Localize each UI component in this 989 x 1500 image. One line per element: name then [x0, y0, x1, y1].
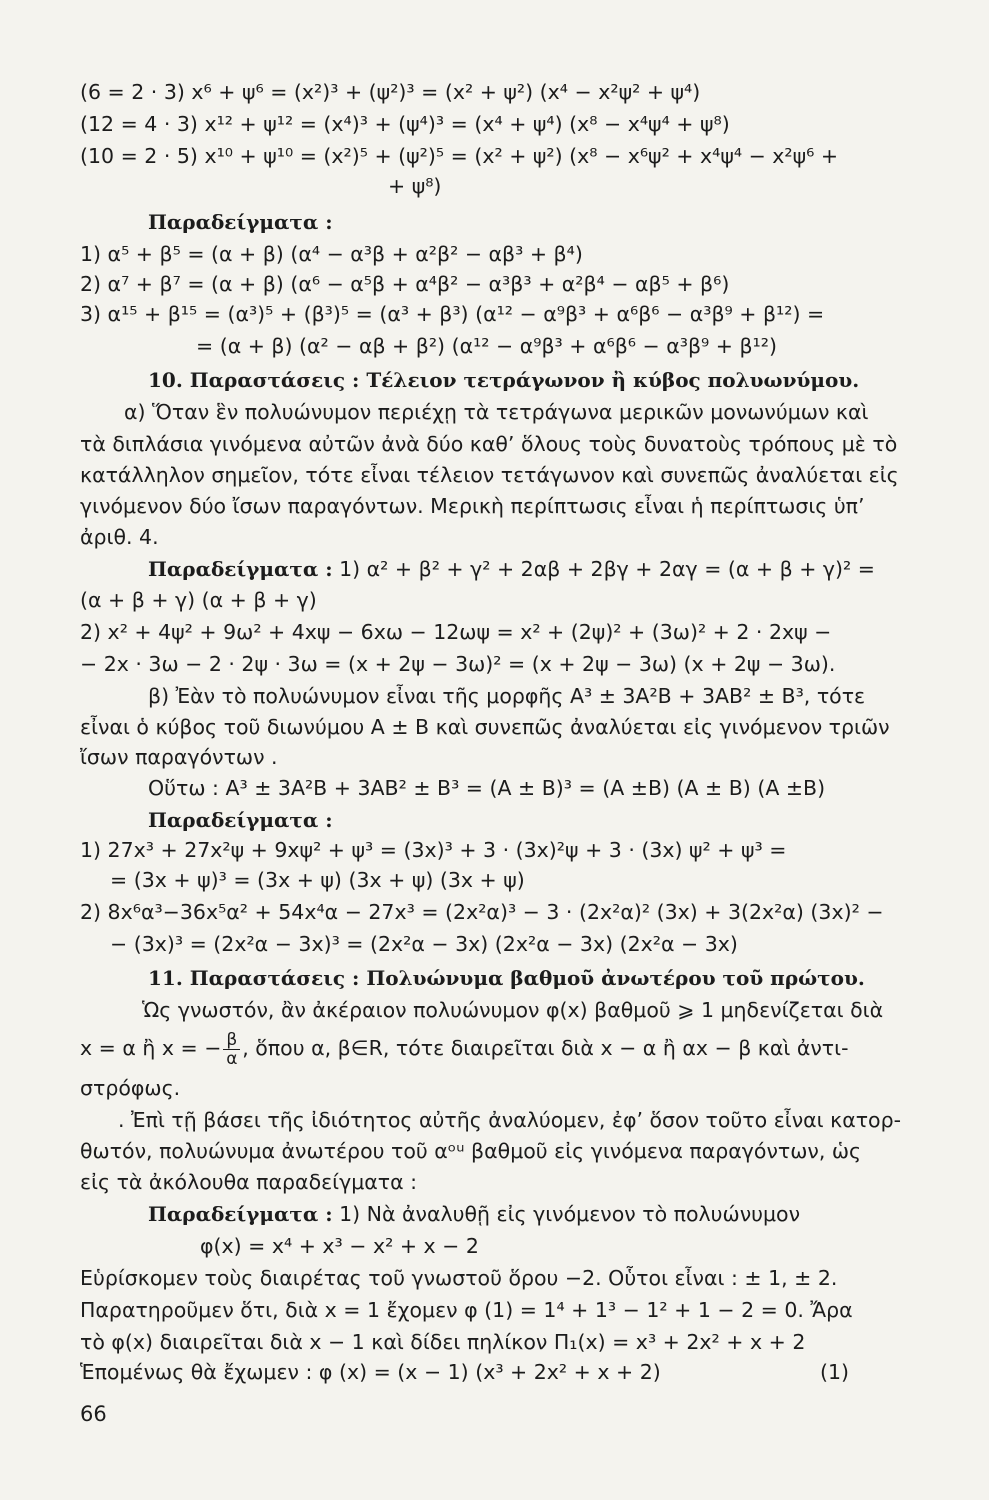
- paragraph-line: τὸ φ(x) διαιρεῖται διὰ x − 1 καὶ δίδει πηλίκον Π₁(x) = x³ + 2x² + x + 2: [80, 1330, 806, 1354]
- paragraph-line: β) Ἐὰν τὸ πολυώνυμον εἶναι τῆς μορφῆς A³ ± 3A²B + 3AB² ± B³, τότε: [148, 684, 866, 708]
- section-heading: 11. Παραστάσεις : Πολυώνυμα βαθμοῦ ἀνωτέρου τοῦ πρώτου.: [148, 966, 865, 990]
- example-line: − (3x)³ = (2x²α − 3x)³ = (2x²α − 3x) (2x²α − 3x) (2x²α − 3x): [110, 932, 738, 956]
- example-line: 1) α² + β² + γ² + 2αβ + 2βγ + 2αγ = (α + β + γ)² =: [339, 557, 875, 581]
- identity-line: (10 = 2 · 5) x¹⁰ + ψ¹⁰ = (x²)⁵ + (ψ²)⁵ = (x² + ψ²) (x⁸ − x⁶ψ² + x⁴ψ⁴ − x²ψ⁶ +: [80, 144, 839, 168]
- examples-heading: Παραδείγματα :: [148, 210, 333, 234]
- example-line: 2) x² + 4ψ² + 9ω² + 4xψ − 6xω − 12ωψ = x² + (2ψ)² + (3ω)² + 2 · 2xψ −: [80, 620, 832, 644]
- example-line: (α + β + γ) (α + β + γ): [80, 588, 317, 612]
- paragraph-line: Οὕτω : A³ ± 3A²B + 3AB² ± B³ = (A ± B)³ = (A ±B) (A ± B) (A ±B): [148, 776, 826, 800]
- text-fragment: , ὅπου α, β∈R, τότε διαιρεῖται διὰ x − α ἢ αx − β καὶ ἀντι-: [242, 1036, 849, 1060]
- identity-line: (12 = 4 · 3) x¹² + ψ¹² = (x⁴)³ + (ψ⁴)³ = (x⁴ + ψ⁴) (x⁸ − x⁴ψ⁴ + ψ⁸): [80, 112, 730, 136]
- identity-line: (6 = 2 · 3) x⁶ + ψ⁶ = (x²)³ + (ψ²)³ = (x² + ψ²) (x⁴ − x²ψ² + ψ⁴): [80, 80, 701, 104]
- paragraph-line: ἴσων παραγόντων .: [80, 745, 278, 769]
- paragraph-line: τὰ διπλάσια γινόμενα αὐτῶν ἀνὰ δύο καθ’ ὅλους τοὺς δυνατοὺς τρόπους μὲ τὸ: [80, 432, 898, 456]
- page-number: 66: [80, 1402, 107, 1426]
- example-line: − 2x · 3ω − 2 · 2ψ · 3ω = (x + 2ψ − 3ω)² = (x + 2ψ − 3ω) (x + 2ψ − 3ω).: [80, 652, 836, 676]
- example-line: = (α + β) (α² − αβ + β²) (α¹² − α⁹β³ + α⁶β⁶ − α³β⁹ + β¹²): [196, 334, 777, 358]
- fraction-numerator: β: [223, 1031, 240, 1050]
- section-heading: 10. Παραστάσεις : Τέλειον τετράγωνον ἢ κύβος πολυωνύμου.: [148, 368, 860, 392]
- paragraph-line: Ἑπομένως θὰ ἔχωμεν : φ (x) = (x − 1) (x³ + 2x² + x + 2): [80, 1360, 661, 1384]
- paragraph-line: κατάλληλον σημεῖον, τότε εἶναι τέλειον τετάγωνον καὶ συνεπῶς ἀναλύεται εἰς: [80, 463, 899, 487]
- examples-heading: Παραδείγματα :: [148, 1202, 333, 1226]
- text-fragment: x = α ἢ x = −: [80, 1036, 222, 1060]
- equation-label: (1): [820, 1360, 850, 1384]
- examples-line: [148, 1200, 938, 1228]
- example-line: = (3x + ψ)³ = (3x + ψ) (3x + ψ) (3x + ψ): [110, 868, 525, 892]
- identity-line: + ψ⁸): [388, 174, 442, 198]
- examples-heading: Παραδείγματα :: [148, 808, 333, 832]
- paragraph-line: Εὑρίσκομεν τοὺς διαιρέτας τοῦ γνωστοῦ ὅρου −2. Οὗτοι εἶναι : ± 1, ± 2.: [80, 1266, 838, 1290]
- paragraph-line: Ὡς γνωστόν, ἂν ἀκέραιον πολυώνυμον φ(x) βαθμοῦ ⩾ 1 μηδενίζεται διὰ: [142, 998, 884, 1022]
- example-line: 2) 8x⁶α³−36x⁵α² + 54x⁴α − 27x³ = (2x²α)³ − 3 · (2x²α)² (3x) + 3(2x²α) (3x)² −: [80, 900, 884, 924]
- paragraph-line: ἀριθ. 4.: [80, 525, 159, 549]
- examples-heading: Παραδείγματα :: [148, 557, 333, 581]
- paragraph-line: θωτόν, πολυώνυμα ἀνωτέρου τοῦ αᵒᵘ βαθμοῦ εἰς γινόμενα παραγόντων, ὡς: [80, 1139, 862, 1163]
- paragraph-line: . Ἐπὶ τῇ βάσει τῆς ἰδιότητος αὐτῆς ἀναλύομεν, ἐφ’ ὅσον τοῦτο εἶναι κατορ-: [118, 1108, 902, 1132]
- example-line: 1) 27x³ + 27x²ψ + 9xψ² + ψ³ = (3x)³ + 3 · (3x)²ψ + 3 · (3x) ψ² + ψ³ =: [80, 838, 787, 862]
- example-line: 1) α⁵ + β⁵ = (α + β) (α⁴ − α³β + α²β² − αβ³ + β⁴): [80, 242, 583, 266]
- paragraph-line: στρόφως.: [80, 1076, 181, 1100]
- example-line: 1) Νὰ ἀναλυθῇ εἰς γινόμενον τὸ πολυώνυμον: [332, 1202, 801, 1226]
- fraction-denominator: α: [226, 1048, 238, 1069]
- paragraph-line: εἰς τὰ ἀκόλουθα παραδείγματα :: [80, 1170, 418, 1194]
- example-line: 2) α⁷ + β⁷ = (α + β) (α⁶ − α⁵β + α⁴β² − α³β³ + α²β⁴ − αβ⁵ + β⁶): [80, 272, 730, 296]
- paragraph-line: εἶναι ὁ κύβος τοῦ διωνύμου A ± B καὶ συνεπῶς ἀναλύεται εἰς γινόμενον τριῶν: [80, 715, 890, 739]
- fraction: [223, 1031, 240, 1068]
- examples-line: [148, 555, 938, 583]
- paragraph-line: [80, 1028, 940, 1068]
- paragraph-line: Παρατηροῦμεν ὅτι, διὰ x = 1 ἔχομεν φ (1) = 1⁴ + 1³ − 1² + 1 − 2 = 0. Ἄρα: [80, 1298, 853, 1322]
- paragraph-line: α) Ὅταν ἓν πολυώνυμον περιέχῃ τὰ τετράγωνα μερικῶν μονωνύμων καὶ: [124, 400, 869, 424]
- paragraph-line: γινόμενον δύο ἴσων παραγόντων. Μερικὴ περίπτωσις εἶναι ἡ περίπτωσις ὑπ’: [80, 494, 865, 518]
- example-line: 3) α¹⁵ + β¹⁵ = (α³)⁵ + (β³)⁵ = (α³ + β³) (α¹² − α⁹β³ + α⁶β⁶ − α³β⁹ + β¹²) =: [80, 302, 825, 326]
- polynomial-line: φ(x) = x⁴ + x³ − x² + x − 2: [200, 1234, 479, 1258]
